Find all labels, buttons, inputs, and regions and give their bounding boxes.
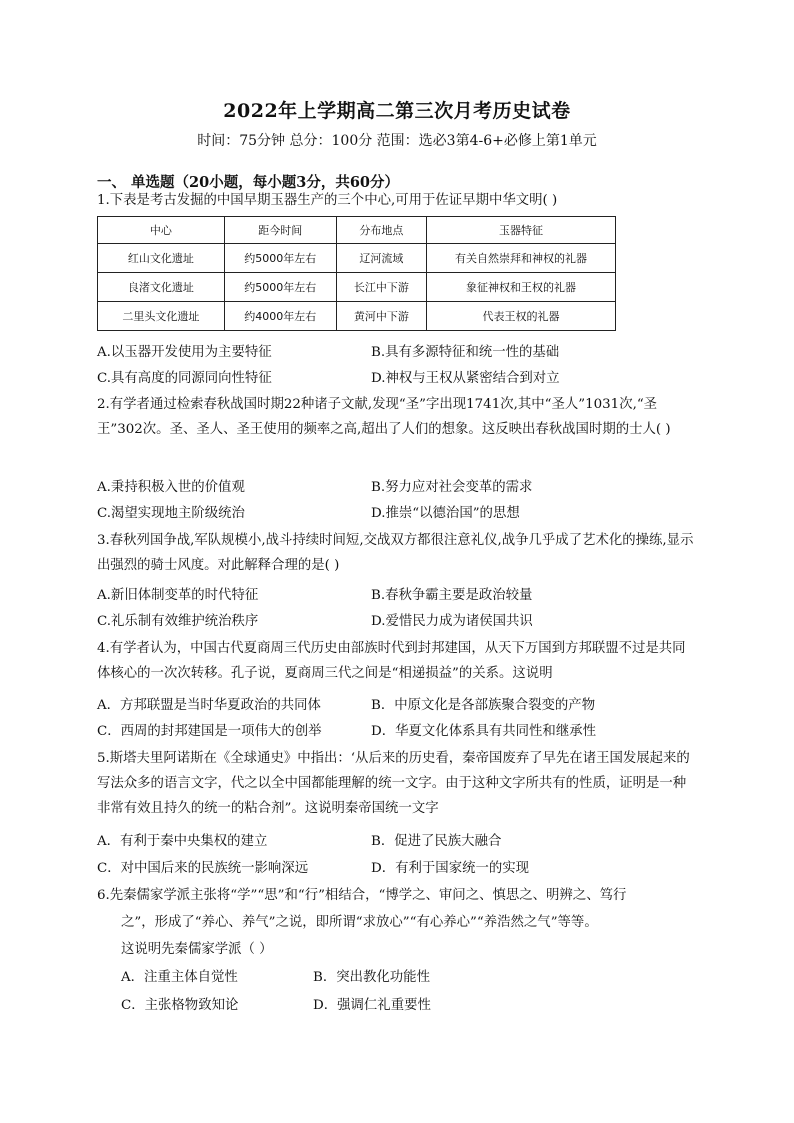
table-cell: 红山文化遗址: [98, 244, 225, 273]
table-cell: 约4000年左右: [224, 302, 336, 331]
q2-option-c: C.渴望实现地主阶级统治: [97, 506, 245, 521]
table-header-cell: 玉器特征: [426, 217, 615, 244]
q2-option-b: B.努力应对社会变革的需求: [371, 480, 533, 495]
table-cell: 良渚文化遗址: [98, 273, 225, 302]
exam-subtitle: 时间：75分钟 总分：100分 范围：选必3第4-6+必修上第1单元: [197, 133, 597, 149]
question-5-stem: 5.斯塔夫里阿诺斯在《全球通史》中指出：‘从后来的历史看，秦帝国废弃了早先在诸王国发展起来的写法众多的语言文字，代之以全中国都能理解的统一文字。由于这种文字所共有的性质，证明是一种非常有效且持久的统一的粘合剂”。这说明秦帝国统一文字: [97, 751, 690, 816]
q1-option-b: B.具有多源特征和统一性的基础: [371, 345, 560, 360]
section-heading: 一、 单选题（20小题，每小题3分，共60分）: [97, 174, 399, 191]
table-row: [98, 244, 616, 273]
q5-option-b: B．促进了民族大融合: [371, 834, 502, 849]
q1-option-c: C.具有高度的同源同向性特征: [97, 371, 272, 386]
table-cell: 约5000年左右: [224, 244, 336, 273]
table-cell: 长江中下游: [336, 273, 426, 302]
q4-option-b: B．中原文化是各部族聚合裂变的产物: [371, 698, 596, 713]
table-header-cell: 距今时间: [224, 217, 336, 244]
q3-option-c: C.礼乐制有效维护统治秩序: [97, 614, 259, 629]
q4-option-c: C．西周的封邦建国是一项伟大的创举: [97, 724, 322, 739]
jade-centers-table: [97, 216, 616, 331]
q4-option-d: D．华夏文化体系具有共同性和继承性: [371, 724, 596, 739]
question-6-line-1: 6.先秦儒家学派主张将“学”“思”和“行”相结合，“博学之、审问之、慎思之、明辨之、笃行: [97, 888, 627, 903]
table-header-cell: 分布地点: [336, 217, 426, 244]
table-header-cell: 中心: [98, 217, 225, 244]
table-cell: 二里头文化遗址: [98, 302, 225, 331]
q1-option-d: D.神权与王权从紧密结合到对立: [371, 371, 560, 386]
q6-option-d: D．强调仁礼重要性: [313, 998, 431, 1013]
question-4-stem: 4.有学者认为，中国古代夏商周三代历史由部族时代到封邦建国，从天下万国到方邦联盟不过是共同体核心的一次次转移。孔子说，夏商周三代之间是“相递损益”的关系。这说明: [97, 641, 686, 681]
question-3-stem: 3.春秋列国争战,军队规模小,战斗持续时间短,交战双方都很注意礼仪,战争几乎成了艺术化的操练,显示出强烈的骑士风度。对此解释合理的是( ): [97, 533, 694, 573]
table-header-row: [98, 217, 616, 244]
q5-option-c: C．对中国后来的民族统一影响深远: [97, 861, 309, 876]
table-row: [98, 302, 616, 331]
question-2-stem: 2.有学者通过检索春秋战国时期22种诸子文献,发现“圣”字出现1741次,其中“圣人”1031次,“圣王”302次。圣、圣人、圣王使用的频率之高,超出了人们的想象。这反映出春秋战国时期的士人( ): [97, 397, 671, 437]
q4-option-a: A．方邦联盟是当时华夏政治的共同体: [97, 698, 321, 713]
q5-option-d: D．有利于国家统一的实现: [371, 861, 530, 876]
exam-title: 2022年上学期高二第三次月考历史试卷: [223, 100, 571, 122]
table-cell: 象征神权和王权的礼器: [426, 273, 615, 302]
question-6-line-2: 之”，形成了“养心、养气”之说，即所谓“求放心”“有心养心”“养浩然之气”等等。: [121, 915, 598, 930]
table-cell: 代表王权的礼器: [426, 302, 615, 331]
q3-option-d: D.爱惜民力成为诸侯国共识: [371, 614, 533, 629]
question-1-stem: 1.下表是考古发掘的中国早期玉器生产的三个中心,可用于佐证早期中华文明( ): [97, 193, 558, 208]
q2-option-d: D.推崇“以德治国”的思想: [371, 506, 520, 521]
table-cell: 黄河中下游: [336, 302, 426, 331]
table-row: [98, 273, 616, 302]
question-6-line-3: 这说明先秦儒家学派（ ）: [121, 942, 273, 957]
q3-option-b: B.春秋争霸主要是政治较量: [371, 588, 533, 603]
q2-option-a: A.秉持积极入世的价值观: [97, 480, 245, 495]
q5-option-a: A．有利于秦中央集权的建立: [97, 834, 268, 849]
table-cell: 辽河流域: [336, 244, 426, 273]
q1-option-a: A.以玉器开发使用为主要特征: [97, 345, 272, 360]
q6-option-b: B．突出教化功能性: [313, 970, 430, 985]
q3-option-a: A.新旧体制变革的时代特征: [97, 588, 259, 603]
table-cell: 有关自然崇拜和神权的礼器: [426, 244, 615, 273]
q6-option-a: A．注重主体自觉性: [121, 970, 238, 985]
q6-option-c: C．主张格物致知论: [121, 998, 239, 1013]
table-cell: 约5000年左右: [224, 273, 336, 302]
